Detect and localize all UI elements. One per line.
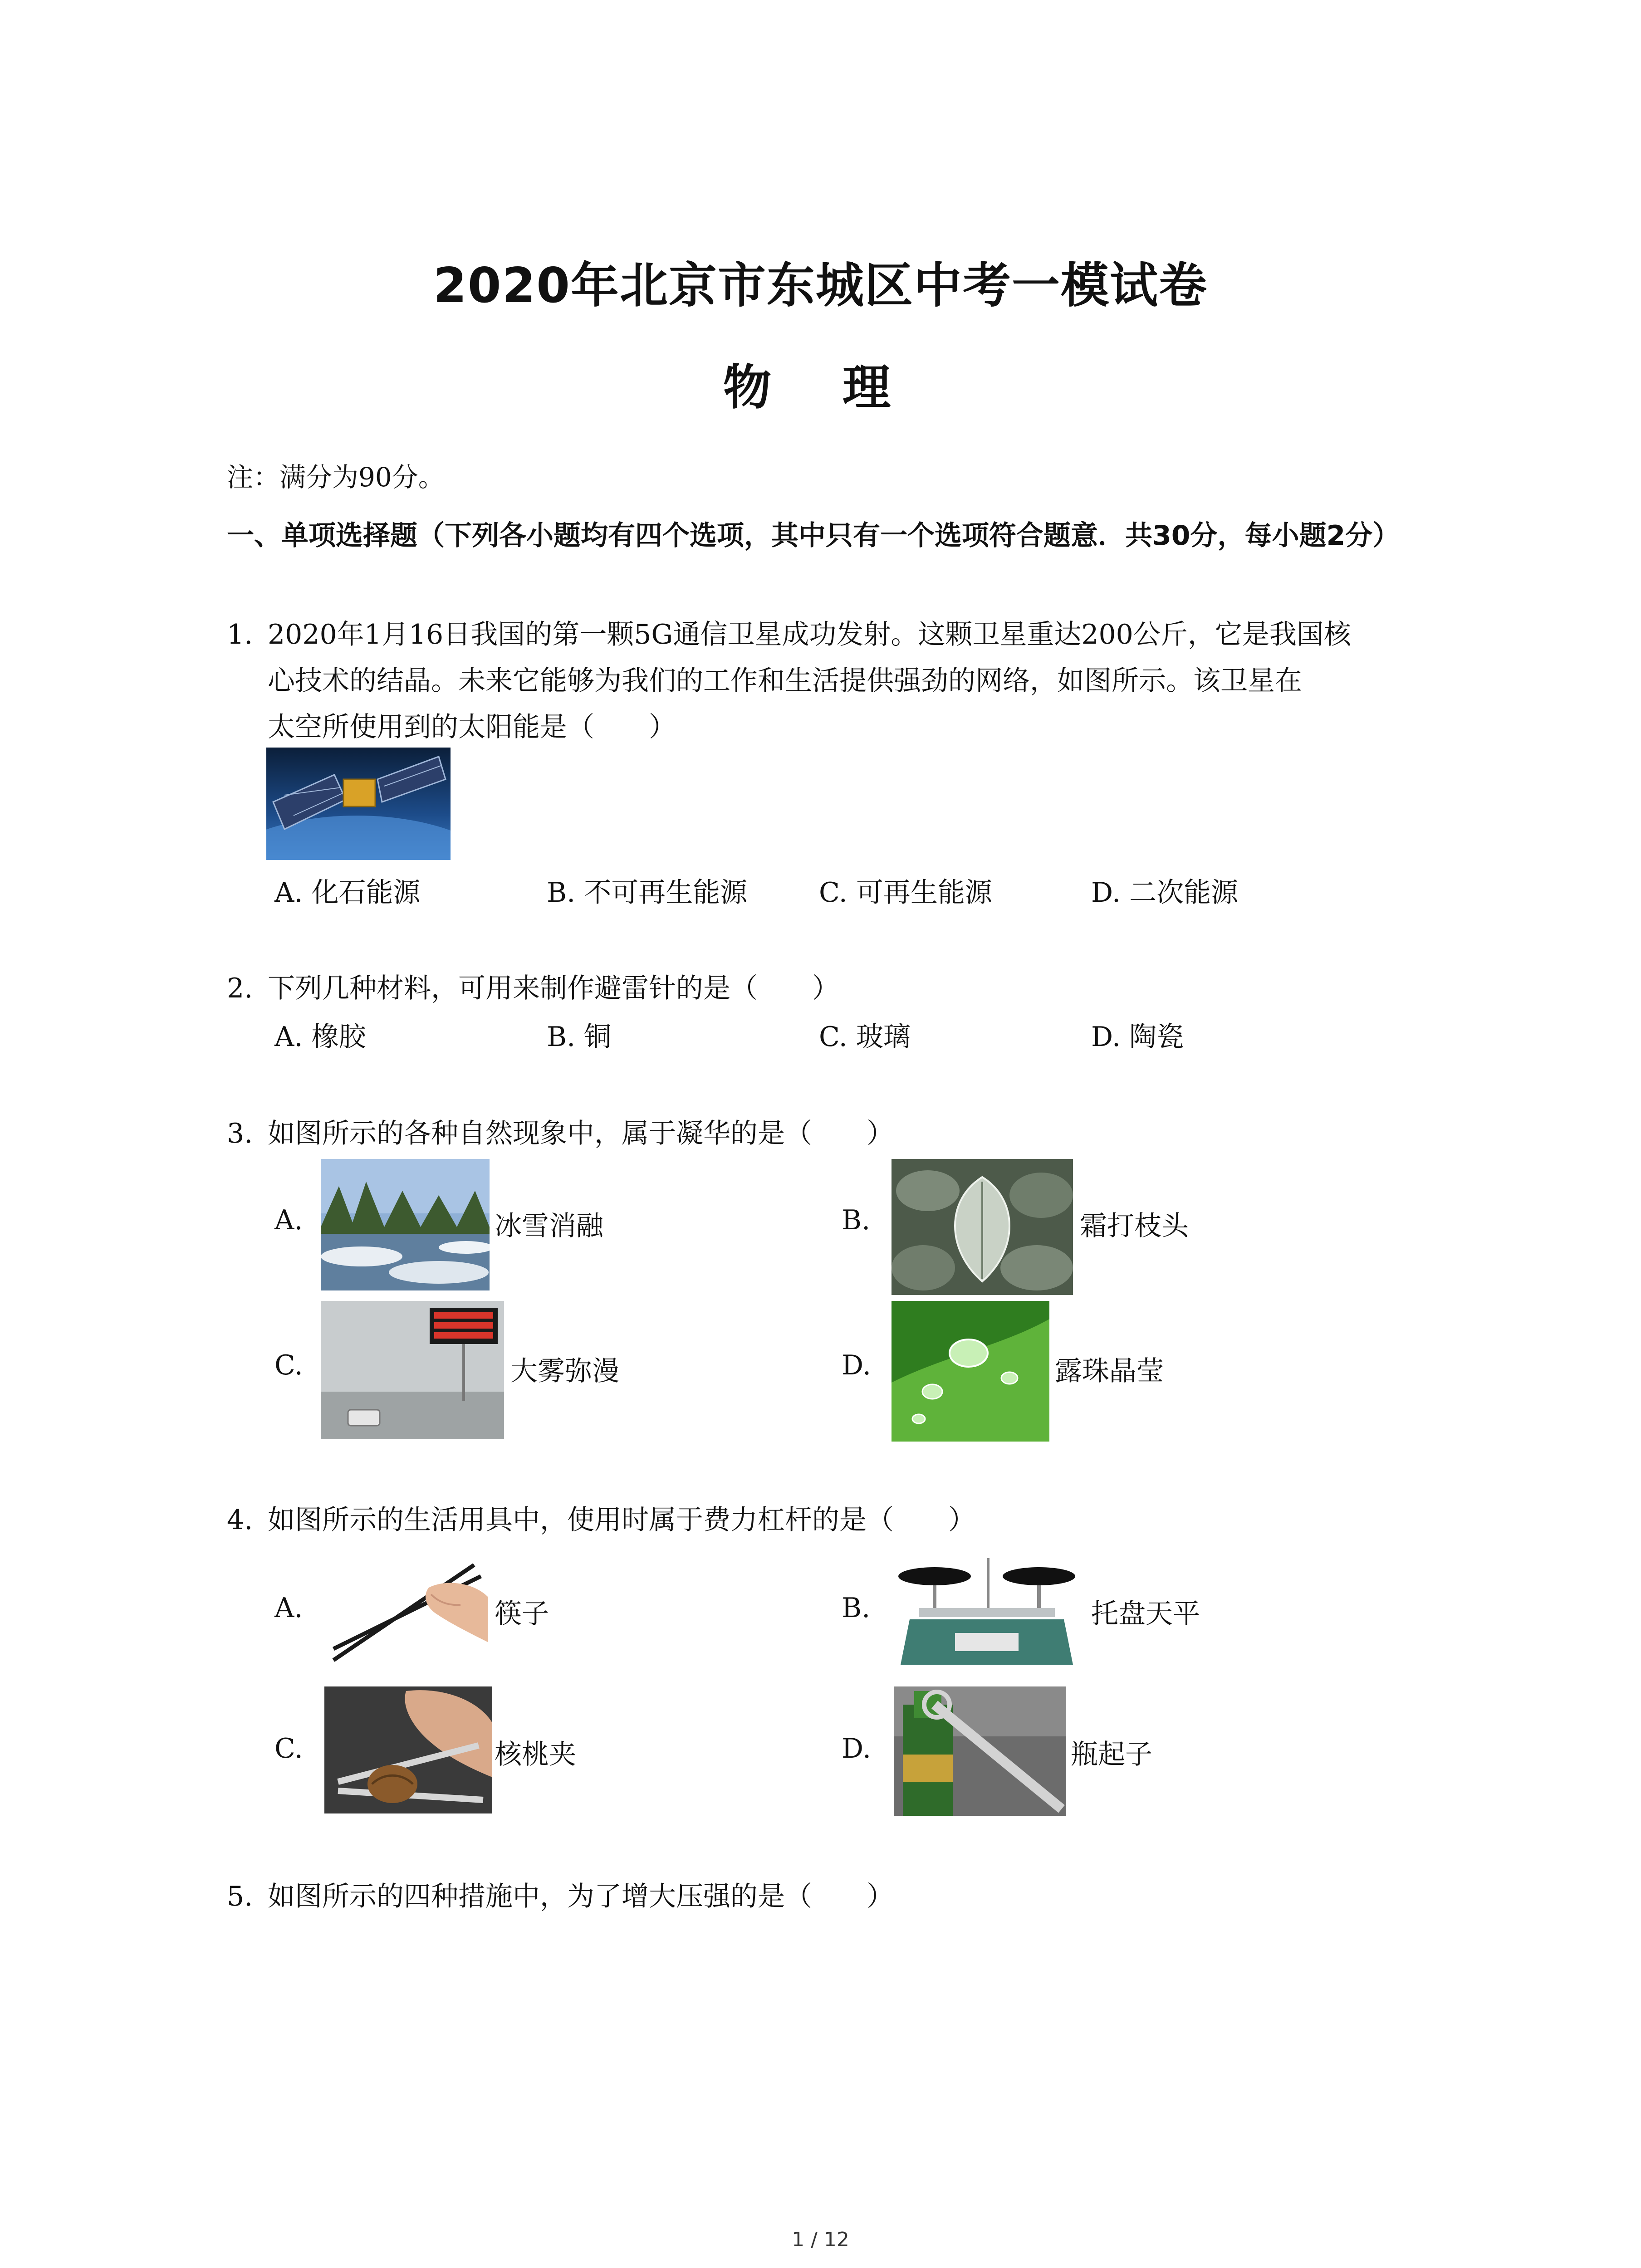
question-number: 4. — [227, 1504, 253, 1536]
option-letter-a[interactable]: A. — [274, 1204, 303, 1236]
question-4 — [227, 1497, 975, 1543]
option-letter-b[interactable]: B. — [842, 1204, 871, 1236]
option-letter-d[interactable]: D. — [842, 1349, 872, 1381]
option-a[interactable]: A. 化石能源 — [274, 877, 421, 909]
option-c[interactable]: C. 玻璃 — [819, 1021, 911, 1053]
question-line: 如图所示的四种措施中，为了增大压强的是（ ） — [268, 1881, 894, 1912]
question-line: 下列几种材料，可用来制作避雷针的是（ ） — [268, 973, 839, 1004]
balance-scale-image — [892, 1551, 1082, 1674]
exam-title: 2020年北京市东城区中考一模试卷 — [433, 258, 1208, 313]
melting-river-image — [321, 1159, 490, 1290]
option-d[interactable]: D. 陶瓷 — [1091, 1021, 1184, 1053]
question-line: 如图所示的各种自然现象中，属于凝华的是（ ） — [268, 1118, 894, 1149]
question-line: 心技术的结晶。未来它能够为我们的工作和生活提供强劲的网络，如图所示。该卫星在 — [268, 665, 1302, 697]
option-label-a: 筷子 — [495, 1598, 549, 1630]
chopsticks-image — [324, 1551, 492, 1669]
question-number: 3. — [227, 1118, 253, 1149]
option-b[interactable]: B. 不可再生能源 — [547, 877, 748, 909]
nutcracker-image — [324, 1686, 492, 1813]
question-number: 2. — [227, 973, 253, 1004]
option-b[interactable]: B. 铜 — [547, 1021, 612, 1053]
question-line: 太空所使用到的太阳能是（ ） — [268, 711, 676, 743]
option-letter-b[interactable]: B. — [842, 1592, 871, 1624]
subject-title: 物 理 — [723, 360, 918, 415]
question-1 — [227, 611, 1461, 750]
option-label-b: 托盘天平 — [1091, 1598, 1200, 1630]
score-note: 注：满分为90分。 — [227, 462, 445, 493]
option-label-d: 露珠晶莹 — [1055, 1355, 1164, 1387]
option-label-c: 核桃夹 — [495, 1739, 576, 1770]
option-c[interactable]: C. 可再生能源 — [819, 877, 992, 909]
option-a[interactable]: A. 橡胶 — [274, 1021, 366, 1053]
option-d[interactable]: D. 二次能源 — [1091, 877, 1239, 909]
option-label-c: 大雾弥漫 — [510, 1355, 619, 1387]
option-letter-a[interactable]: A. — [274, 1592, 303, 1624]
question-2 — [227, 965, 839, 1012]
question-line: 2020年1月16日我国的第一颗5G通信卫星成功发射。这颗卫星重达200公斤，它是我国核 — [268, 619, 1351, 650]
option-label-d: 瓶起子 — [1071, 1739, 1152, 1770]
option-label-a: 冰雪消融 — [495, 1210, 603, 1242]
question-number: 5. — [227, 1881, 253, 1912]
question-3 — [227, 1110, 894, 1157]
dew-drop-image — [892, 1301, 1049, 1442]
section-heading: 一、单项选择题（下列各小题均有四个选项，其中只有一个选项符合题意．共30分，每小题2分） — [227, 520, 1400, 552]
option-letter-d[interactable]: D. — [842, 1733, 872, 1765]
question-5 — [227, 1873, 894, 1920]
question-line: 如图所示的生活用具中，使用时属于费力杠杆的是（ ） — [268, 1504, 975, 1536]
page-number: 1 / 12 — [792, 2228, 849, 2251]
bottle-opener-image — [894, 1686, 1066, 1816]
option-letter-c[interactable]: C. — [274, 1349, 303, 1381]
question-number: 1. — [227, 619, 253, 650]
fog-road-image — [321, 1301, 504, 1439]
satellite-image — [266, 748, 451, 860]
frost-leaves-image — [892, 1159, 1073, 1295]
option-label-b: 霜打枝头 — [1080, 1210, 1189, 1242]
option-letter-c[interactable]: C. — [274, 1733, 303, 1765]
